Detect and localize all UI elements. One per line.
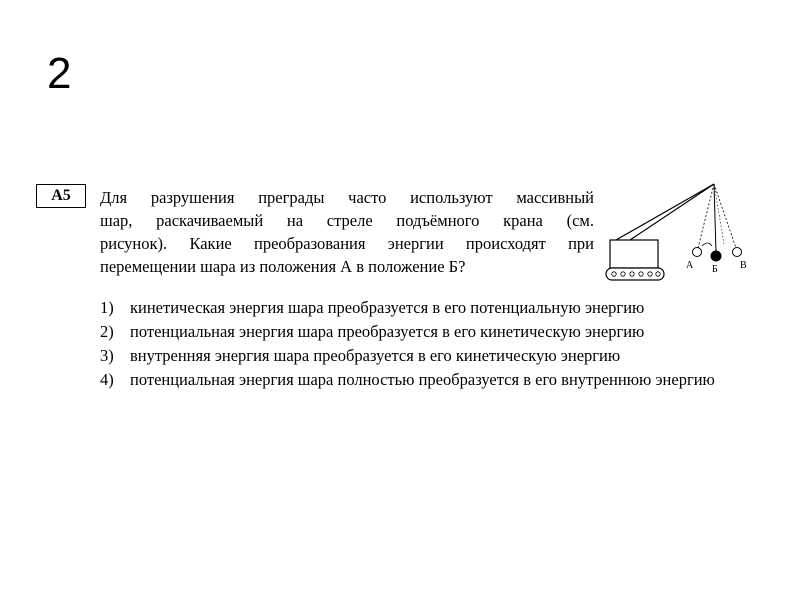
crane-cab [610, 240, 658, 268]
ball-position-c [733, 248, 742, 257]
question-line: Для разрушения преграды часто используют массивный [100, 188, 594, 207]
cable-b [714, 184, 716, 252]
question-line: рисунок). Какие преобразования энергии происходят при [100, 234, 594, 253]
crane-illustration [602, 178, 762, 288]
answer-list [100, 296, 760, 392]
track-wheel [630, 272, 634, 276]
ball-position-a [693, 248, 702, 257]
answer-number: 4) [100, 370, 114, 389]
question-line: шар, раскачиваемый на стреле подъёмного крана (см. [100, 211, 594, 230]
answer-text: потенциальная энергия шара полностью преобразуется в его внутреннюю энергию [130, 370, 715, 389]
cable-c [714, 184, 736, 248]
track-wheel [612, 272, 616, 276]
answer-option-2[interactable] [100, 320, 760, 344]
track-wheel [621, 272, 625, 276]
motion-arrow [702, 243, 712, 246]
answer-text: кинетическая энергия шара преобразуется в его потенциальную энергию [130, 298, 645, 317]
answer-text: потенциальная энергия шара преобразуется в его кинетическую энергию [130, 322, 645, 341]
answer-option-1[interactable] [100, 296, 760, 320]
question-text [100, 186, 594, 278]
figure-label-b: Б [712, 264, 718, 275]
track-wheel [648, 272, 652, 276]
figure-label-c: В [740, 260, 747, 271]
crane-boom-lower [624, 184, 714, 244]
figure-label-a: А [686, 260, 694, 271]
slide-number: 2 [47, 49, 72, 98]
answer-number: 2) [100, 322, 114, 341]
track-wheel [656, 272, 660, 276]
answer-option-4[interactable] [100, 368, 760, 392]
task-label: А5 [36, 184, 86, 208]
crane-boom [616, 184, 714, 240]
track-wheel [639, 272, 643, 276]
answer-number: 1) [100, 298, 114, 317]
answer-text: внутренняя энергия шара преобразуется в его кинетическую энергию [130, 346, 621, 365]
ball-position-b [711, 251, 721, 261]
question-line: перемещении шара из положения А в положение Б? [100, 257, 466, 276]
answer-option-3[interactable] [100, 344, 760, 368]
answer-number: 3) [100, 346, 114, 365]
